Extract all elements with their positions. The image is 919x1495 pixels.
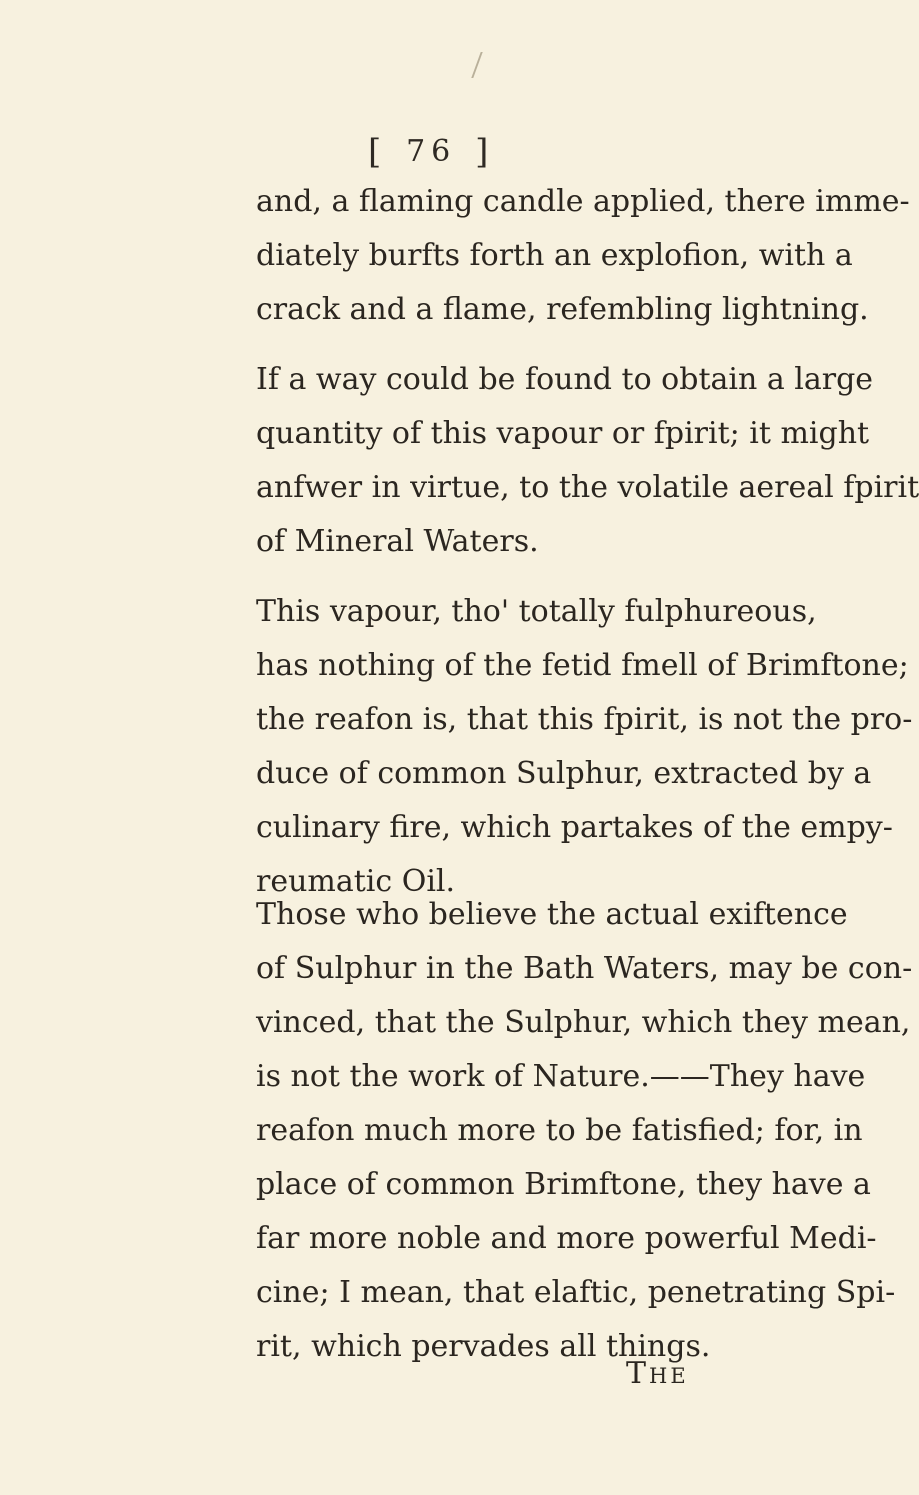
text-line: This vapour, tho' totally fulphureous, xyxy=(256,594,817,629)
text-line: crack and a flame, refembling lightning. xyxy=(256,292,869,327)
text-line: reumatic Oil. xyxy=(256,864,456,899)
header-right-bracket: ] xyxy=(475,132,495,172)
text-line: quantity of this vapour or fpirit; it might xyxy=(256,416,870,451)
page-number: 76 xyxy=(406,134,457,169)
page-header xyxy=(368,132,494,172)
header-left-bracket: [ xyxy=(368,132,388,172)
text-line: rit, which pervades all things. xyxy=(256,1329,711,1364)
text-line: If a way could be found to obtain a large xyxy=(256,362,874,397)
text-line: place of common Brimftone, they have a xyxy=(256,1167,871,1202)
text-line: diately burfts forth an explofion, with a xyxy=(256,238,853,273)
margin-mark xyxy=(471,52,492,78)
text-line: vinced, that the Sulphur, which they mean, xyxy=(256,1005,911,1040)
paragraph-2 xyxy=(256,353,919,569)
text-line: culinary fire, which partakes of the empy- xyxy=(256,810,893,845)
text-line: Those who believe the actual exiftence xyxy=(256,897,848,932)
text-line: far more noble and more powerful Medi- xyxy=(256,1221,877,1256)
paragraph-4 xyxy=(256,888,913,1374)
catchword: The xyxy=(626,1356,689,1391)
text-line: anfwer in virtue, to the volatile aereal fpirit xyxy=(256,470,919,505)
text-line: cine; I mean, that elaftic, penetrating Spi- xyxy=(256,1275,896,1310)
text-line: of Mineral Waters. xyxy=(256,524,539,559)
text-line: reafon much more to be fatisfied; for, in xyxy=(256,1113,863,1148)
text-line: duce of common Sulphur, extracted by a xyxy=(256,756,872,791)
text-line: has nothing of the fetid fmell of Brimftone; xyxy=(256,648,909,683)
text-line: is not the work of Nature.——They have xyxy=(256,1059,866,1094)
text-line: the reafon is, that this fpirit, is not the pro- xyxy=(256,702,913,737)
text-line: of Sulphur in the Bath Waters, may be con- xyxy=(256,951,913,986)
paragraph-1 xyxy=(256,175,910,337)
paragraph-3 xyxy=(256,585,913,909)
text-line: and, a flaming candle applied, there imme- xyxy=(256,184,910,219)
